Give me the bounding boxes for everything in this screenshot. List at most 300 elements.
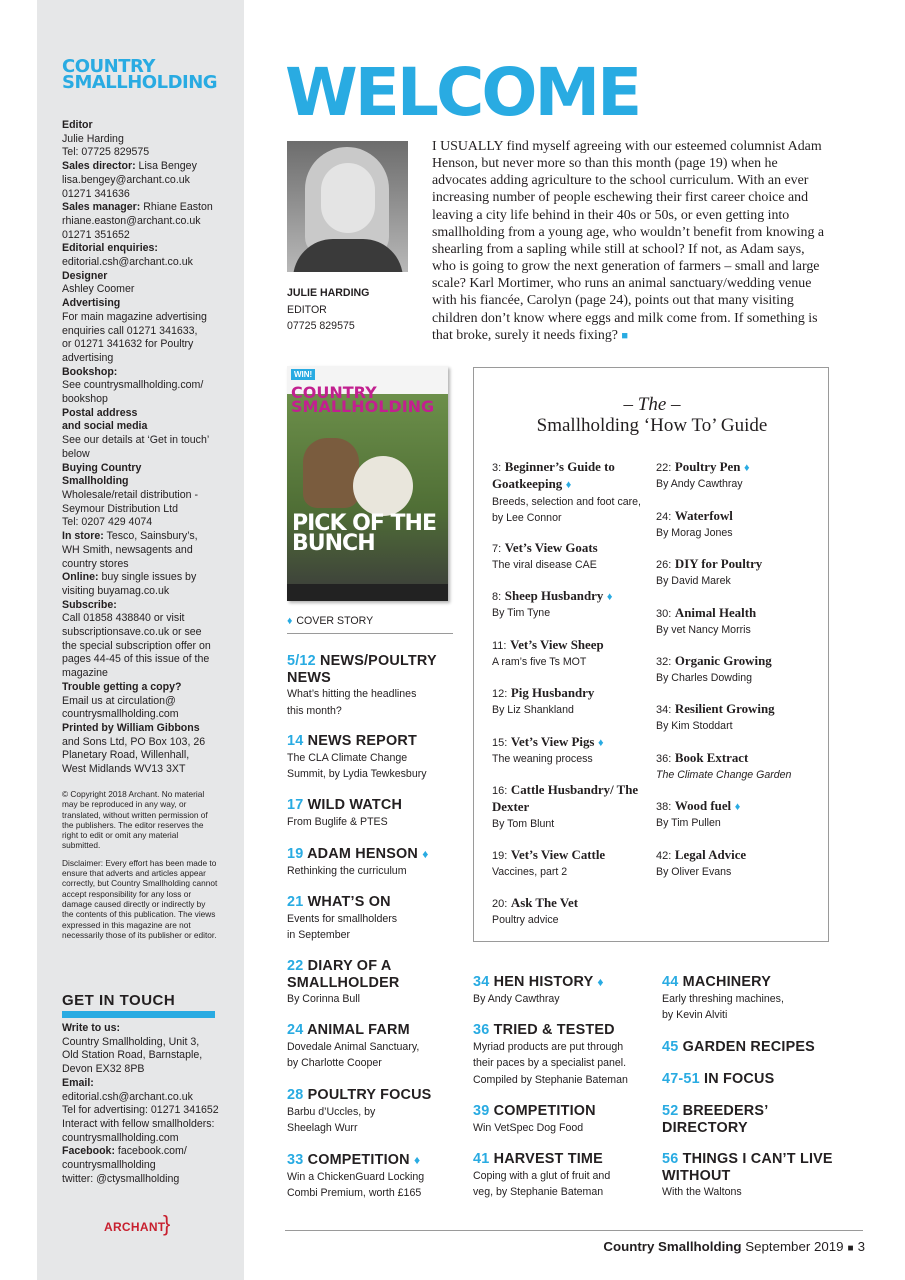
contents-item-description: With the Waltons xyxy=(662,1186,742,1198)
detail-line: 01271 351652 xyxy=(62,228,130,241)
page-number: 19: xyxy=(492,850,508,862)
guide-item-title xyxy=(492,459,652,494)
diamond-icon: ♦ xyxy=(287,615,293,627)
page-number: 19 xyxy=(287,846,304,862)
guide-item[interactable] xyxy=(492,782,652,832)
guide-title-text: Vet’s View Goats xyxy=(504,541,598,555)
guide-item[interactable] xyxy=(656,508,816,542)
guide-item-description: By Tim Pullen xyxy=(656,817,721,830)
page-number: 7: xyxy=(492,543,502,555)
detail-line: Call 01858 438840 or visit xyxy=(62,612,185,625)
contents-item-title xyxy=(287,733,457,750)
guide-title-text: Legal Advice xyxy=(674,848,747,862)
contents-item[interactable] xyxy=(473,1022,653,1088)
cover-win-badge: WIN! xyxy=(291,369,315,380)
detail-line: Tel for advertising: 01271 341652 xyxy=(62,1104,219,1117)
editor-role: EDITOR xyxy=(287,303,327,316)
detail-line: Tel: 07725 829575 xyxy=(62,146,150,159)
guide-title: Smallholding ‘How To’ Guide xyxy=(536,415,768,436)
guide-item[interactable] xyxy=(492,895,652,929)
guide-item[interactable] xyxy=(656,605,816,639)
guide-item[interactable] xyxy=(656,653,816,687)
contents-item[interactable] xyxy=(662,974,842,1024)
guide-title-text: DIY for Poultry xyxy=(674,557,763,571)
guide-item-title xyxy=(492,847,652,864)
masthead-heading xyxy=(62,242,238,256)
contents-item[interactable] xyxy=(662,1103,842,1136)
masthead xyxy=(62,119,238,777)
masthead-heading xyxy=(62,407,238,421)
disclaimer: Disclaimer: Every effort has been made to ensure that adverts and articles appear correctly, but Country Smallholding cannot accept responsibility for any loss or damage caused directly or indirectly by the contents of this publication. The views expressed in this magazine are not necessarily those of its publisher or editor. xyxy=(62,857,218,940)
page-number: 3 xyxy=(857,1239,865,1254)
contents-item-description: Coping with a glut of fruit and xyxy=(473,1169,611,1182)
guide-item[interactable] xyxy=(656,798,816,832)
guide-title-text: Poultry Pen xyxy=(674,460,741,474)
inline-text: Tesco, Sainsbury’s, xyxy=(103,530,198,543)
contents-item[interactable] xyxy=(662,1071,842,1088)
detail-line: pages 44-45 of this issue of the xyxy=(62,653,210,666)
detail-line: Wholesale/retail distribution - xyxy=(62,488,199,501)
contents-title-text: TRIED & TESTED xyxy=(493,1022,615,1038)
detail-line: or 01271 341632 for Poultry xyxy=(62,338,194,351)
guide-item[interactable] xyxy=(492,685,652,719)
contents-item[interactable] xyxy=(662,1039,842,1056)
contents-item-description: Compiled by Stephanie Bateman xyxy=(473,1073,628,1086)
contents-item[interactable] xyxy=(662,1151,842,1201)
diamond-icon: ♦ xyxy=(422,847,429,861)
footer-rule xyxy=(285,1230,863,1231)
guide-item[interactable] xyxy=(656,750,816,784)
contents-item-description: By Corinna Bull xyxy=(287,993,361,1005)
heading-text: Advertising xyxy=(62,297,121,310)
contents-item[interactable] xyxy=(287,958,457,1008)
contents-item-title xyxy=(287,846,457,863)
heading-line-2: and social media xyxy=(62,420,148,433)
contents-item-description: What’s hitting the headlines xyxy=(287,688,417,700)
contents-item-description: Early threshing machines, xyxy=(662,992,784,1005)
contents-item-description: Myriad products are put through xyxy=(473,1040,624,1053)
contents-title-text: DIARY OF A SMALLHOLDER xyxy=(287,958,400,991)
contents-title-text: WHAT’S ON xyxy=(307,894,391,910)
detail-line: the special subscription offer on xyxy=(62,639,211,652)
heading-text: Write to us: xyxy=(62,1022,121,1034)
contents-item-title xyxy=(662,974,842,991)
guide-item-title xyxy=(492,734,652,751)
contents-item-description: Dovedale Animal Sanctuary, xyxy=(287,1040,420,1053)
heading-text: Buying Country xyxy=(62,461,142,474)
contents-item[interactable] xyxy=(287,894,457,944)
page-number: 24: xyxy=(656,511,672,523)
page-number: 26: xyxy=(656,559,672,571)
guide-item-description: By Andy Cawthray xyxy=(656,478,743,491)
guide-item[interactable] xyxy=(656,459,816,493)
guide-title-text: Book Extract xyxy=(674,751,749,765)
detail-line: advertising xyxy=(62,351,114,364)
contents-item-title xyxy=(287,1022,457,1039)
contents-item-description: Events for smallholders xyxy=(287,912,398,925)
contents-item-description: in September xyxy=(287,929,351,941)
contents-item-description: this month? xyxy=(287,704,342,717)
contents-item-title xyxy=(662,1103,842,1136)
masthead-heading xyxy=(62,462,238,476)
page-number: 36: xyxy=(656,753,672,765)
end-mark-icon: ■ xyxy=(621,329,629,342)
guide-item[interactable] xyxy=(492,459,652,526)
heading-text: Subscribe: xyxy=(62,598,117,611)
guide-item[interactable] xyxy=(492,540,652,574)
page-number: 38: xyxy=(656,801,672,813)
guide-item-description: The viral disease CAE xyxy=(492,559,597,572)
editor-photo xyxy=(287,141,408,272)
contents-item-description: Barbu d’Uccles, by xyxy=(287,1105,376,1118)
contents-item-title xyxy=(473,974,653,991)
page-number: 36 xyxy=(473,1022,490,1038)
detail-line: subscriptionsave.co.uk or see xyxy=(62,626,202,639)
page-number: 33 xyxy=(287,1152,304,1168)
smallprint xyxy=(62,789,218,947)
get_in_touch-blocks-heading xyxy=(62,1077,238,1091)
page-footer xyxy=(603,1239,865,1254)
detail-line: Ashley Coomer xyxy=(62,283,135,296)
guide-item-description: Breeds, selection and foot care, by Lee Connor xyxy=(492,495,641,524)
contents-item[interactable] xyxy=(287,733,457,783)
contents-item-description: From Buglife & PTES xyxy=(287,815,388,828)
contents-item-title xyxy=(287,797,457,814)
detail-line: 01271 341636 xyxy=(62,187,130,200)
guide-item[interactable] xyxy=(492,637,652,671)
detail-line: Old Station Road, Barnstaple, xyxy=(62,1049,203,1062)
contents-title-text: BREEDERS’ DIRECTORY xyxy=(662,1103,768,1136)
contents-item[interactable] xyxy=(473,1151,653,1201)
detail-line: country stores xyxy=(62,557,129,570)
contents-title-text: NEWS/POULTRY NEWS xyxy=(287,653,437,686)
page-number: 39 xyxy=(473,1103,490,1119)
detail-line: bookshop xyxy=(62,393,108,406)
guide-title-text: Vet’s View Pigs xyxy=(510,735,595,749)
cover-headline: PICK OF THE BUNCH xyxy=(292,511,436,556)
contents-item[interactable] xyxy=(287,1152,457,1202)
inline-text: facebook.com/ xyxy=(114,1145,187,1158)
masthead-heading xyxy=(62,366,238,380)
footer-square-icon: ■ xyxy=(847,1243,854,1254)
detail-line: editorial.csh@archant.co.uk xyxy=(62,256,193,269)
guide-item[interactable] xyxy=(656,556,816,590)
masthead-heading xyxy=(62,119,238,133)
cover-masthead: COUNTRY SMALLHOLDING xyxy=(291,383,435,416)
detail-line: editorial.csh@archant.co.uk xyxy=(62,1090,193,1103)
detail-line: countrysmallholding xyxy=(62,1159,156,1172)
cover-story-label: COVER STORY xyxy=(296,615,374,627)
guide-item-title xyxy=(656,508,816,525)
logo-line-2: SMALLHOLDING xyxy=(62,72,218,93)
page-title: WELCOME xyxy=(285,54,640,131)
guide-item-description: By Tim Tyne xyxy=(492,607,551,620)
get-in-touch-bar xyxy=(62,1011,215,1018)
editor-name: JULIE HARDING xyxy=(287,287,370,299)
contents-title-text: MACHINERY xyxy=(682,974,772,990)
guide-item-title xyxy=(492,637,652,654)
get-in-touch-heading: GET IN TOUCH xyxy=(62,992,176,1009)
heading-text: Facebook: xyxy=(62,1145,115,1158)
guide-item-title xyxy=(656,653,816,670)
guide-title-text: Animal Health xyxy=(674,606,757,620)
guide-item[interactable] xyxy=(656,701,816,735)
page-number: 52 xyxy=(662,1103,679,1119)
detail-line: See our details at ‘Get in touch’ xyxy=(62,434,210,447)
page-number: 30: xyxy=(656,608,672,620)
contact-details xyxy=(62,1022,238,1186)
contents-item-description: by Kevin Alviti xyxy=(662,1009,728,1021)
contents-item-title xyxy=(473,1103,653,1120)
editor-letter-text: I USUALLY find myself agreeing with our esteemed columnist Adam Henson, but never more so than this month (page 19) when he advocates adding agriculture to the school curriculum. With an ever increasing number of people eschewing their first career choice and leaving a city life behind in their 40s or 50s, or even getting into smallholding from a young age, who wouldn’t benefit from knowing a shearling from a sapling while still at school? If not, as Adam says, who is going to grow the next generation of farmers – small and large scale? Karl Mortimer, who runs an animal sanctuary/wedding venue with his fiancée, Carolyn (page 24), points out that many visiting children don’t know where eggs and milk come from. If something is that broke, surely it needs fixing? xyxy=(432,139,825,343)
page-number: 32: xyxy=(656,656,672,668)
detail-line: Devon EX32 8PB xyxy=(62,1063,145,1076)
detail-line: Julie Harding xyxy=(62,132,124,145)
guide-title-text: Sheep Husbandry xyxy=(504,589,604,603)
detail-line: lisa.bengey@archant.co.uk xyxy=(62,173,190,186)
masthead-heading xyxy=(62,270,238,284)
detail-line: countrysmallholding.com xyxy=(62,708,179,721)
diamond-icon: ♦ xyxy=(734,801,741,813)
heading-text: Designer xyxy=(62,269,108,282)
diamond-icon: ♦ xyxy=(565,479,572,492)
page-number: 42: xyxy=(656,850,672,862)
page-number: 8: xyxy=(492,591,502,603)
contents-title-text: COMPETITION xyxy=(307,1152,410,1168)
magazine-logo xyxy=(62,56,218,93)
get_in_touch-blocks-heading xyxy=(62,1022,238,1036)
contents-item-description: The CLA Climate Change xyxy=(287,751,408,764)
page-number: 44 xyxy=(662,974,679,990)
guide-item-description: The weaning process xyxy=(492,753,593,766)
guide-item-description: By David Marek xyxy=(656,575,731,588)
guide-title-text: Vet’s View Cattle xyxy=(510,848,606,862)
inline-text: buy single issues by xyxy=(98,571,197,584)
guide-item-description: By Morag Jones xyxy=(656,527,733,540)
get_in_touch-blocks-heading xyxy=(62,1145,238,1159)
page-number: 11: xyxy=(492,640,507,652)
contents-item[interactable] xyxy=(287,797,457,830)
guide-item-title xyxy=(656,750,816,767)
contents-title-text: POULTRY FOCUS xyxy=(307,1087,432,1103)
page-number: 21 xyxy=(287,894,304,910)
contents-item[interactable] xyxy=(287,1022,457,1072)
page-number: 24 xyxy=(287,1022,304,1038)
contents-item-description: Rethinking the curriculum xyxy=(287,864,407,877)
detail-line: See countrysmallholding.com/ xyxy=(62,379,204,392)
detail-line: enquiries call 01271 341633, xyxy=(62,324,198,337)
guide-item-title xyxy=(492,540,652,557)
detail-line: For main magazine advertising xyxy=(62,310,207,323)
guide-title-text: Resilient Growing xyxy=(674,702,775,716)
page-number: 41 xyxy=(473,1151,490,1167)
page-number: 28 xyxy=(287,1087,304,1103)
guide-title-text: Waterfowl xyxy=(674,509,733,523)
guide-item-description: By Tom Blunt xyxy=(492,817,555,830)
masthead-heading xyxy=(62,201,238,215)
contents-item-description: by Charlotte Cooper xyxy=(287,1057,382,1069)
contents-item[interactable] xyxy=(473,1103,653,1136)
guide-item-description: Poultry advice xyxy=(492,914,559,927)
contents-item-title xyxy=(473,1022,653,1039)
guide-item-title xyxy=(656,556,816,573)
contents-title-text: COMPETITION xyxy=(493,1103,596,1119)
page-number: 22: xyxy=(656,462,672,474)
guide-item-description: The Climate Change Garden xyxy=(656,769,792,782)
cover-image[interactable] xyxy=(287,366,448,601)
detail-line: Tel: 0207 429 4074 xyxy=(62,516,153,529)
guide-item-description: By Kim Stoddart xyxy=(656,720,733,733)
contents-item[interactable] xyxy=(287,846,457,879)
detail-line: Email us at circulation@ xyxy=(62,694,176,707)
editor-credit xyxy=(287,285,369,335)
heading-line-2: Smallholding xyxy=(62,475,129,488)
guide-item-description: By Liz Shankland xyxy=(492,704,574,717)
contents-title-text: WILD WATCH xyxy=(307,797,403,813)
detail-line: and Sons Ltd, PO Box 103, 26 xyxy=(62,735,206,748)
page-number: 16: xyxy=(492,785,508,797)
contents-item-title xyxy=(287,958,457,991)
how-to-guide-box xyxy=(473,367,829,942)
detail-line: twitter: @ctysmallholding xyxy=(62,1172,180,1185)
guide-item-title xyxy=(492,895,652,912)
cover-story-key xyxy=(287,615,373,627)
diamond-icon: ♦ xyxy=(597,975,604,989)
guide-title-text: Organic Growing xyxy=(674,654,772,668)
masthead-heading xyxy=(62,160,238,174)
masthead-heading xyxy=(62,681,238,695)
contents-item-title xyxy=(287,1152,457,1169)
contents-item-description: Summit, by Lydia Tewkesbury xyxy=(287,768,427,780)
heading-text: Bookshop: xyxy=(62,365,118,378)
contents-item-title xyxy=(662,1071,842,1088)
guide-item[interactable] xyxy=(492,847,652,881)
guide-item-title xyxy=(656,459,816,476)
contents-item-description: their paces by a specialist panel. xyxy=(473,1057,627,1069)
diamond-icon: ♦ xyxy=(744,462,750,474)
page-number: 17 xyxy=(287,797,304,813)
footer-date: September 2019 xyxy=(745,1239,844,1254)
guide-item[interactable] xyxy=(492,734,652,768)
editor-letter xyxy=(432,138,828,345)
guide-title-text: Ask The Vet xyxy=(510,896,578,910)
page-number: 14 xyxy=(287,733,304,749)
heading-text: Editor xyxy=(62,119,93,131)
guide-item[interactable] xyxy=(492,588,652,622)
contents-title-text: IN FOCUS xyxy=(704,1071,775,1087)
detail-line: magazine xyxy=(62,667,108,680)
contents-item-title xyxy=(662,1151,842,1184)
guide-item-description: By Charles Dowding xyxy=(656,672,752,685)
archant-logo-mark: } xyxy=(163,1211,171,1236)
contents-item-title xyxy=(473,1151,653,1168)
divider xyxy=(287,633,453,634)
guide-title-text: Pig Husbandry xyxy=(510,686,595,700)
heading-text: Editorial enquiries: xyxy=(62,242,158,255)
page-number: 22 xyxy=(287,958,304,974)
contents-item-description: By Andy Cawthray xyxy=(473,992,560,1005)
page-number: 12: xyxy=(492,688,508,700)
diamond-icon: ♦ xyxy=(413,1153,421,1167)
contents-title-text: THINGS I CAN’T LIVE WITHOUT xyxy=(662,1151,833,1184)
inline-text: Lisa Bengey xyxy=(135,160,197,173)
guide-item-description: Vaccines, part 2 xyxy=(492,866,568,879)
contents-item-title xyxy=(287,1087,457,1104)
detail-line: Planetary Road, Willenhall, xyxy=(62,749,190,762)
page-number: 56 xyxy=(662,1151,679,1167)
guide-item-title xyxy=(492,782,652,816)
guide-title-text: Wood fuel xyxy=(674,799,732,813)
guide-title-text: Cattle Husbandry/ The Dexter xyxy=(492,783,639,815)
heading-text: In store: xyxy=(62,530,104,543)
contents-title-text: HEN HISTORY xyxy=(493,974,594,990)
page-number: 34 xyxy=(473,974,490,990)
detail-line: WH Smith, newsagents and xyxy=(62,543,193,556)
heading-text: Sales manager: xyxy=(62,201,141,214)
detail-line: rhiane.easton@archant.co.uk xyxy=(62,214,201,227)
guide-title-text: Beginner’s Guide to Goatkeeping xyxy=(492,460,615,492)
guide-item-title xyxy=(492,685,652,702)
detail-line: countrysmallholding.com xyxy=(62,1131,179,1144)
guide-title-text: Vet’s View Sheep xyxy=(510,638,604,652)
copyright-notice: © Copyright 2018 Archant. No material may be reproduced in any way, or translated, without written permission of the publishers. The editor reserves the right to edit or omit any material submitted. xyxy=(62,789,208,851)
heading-text: Sales director: xyxy=(62,160,136,173)
guide-pre-title: – The – xyxy=(623,394,681,415)
page-number: 47-51 xyxy=(662,1071,700,1087)
page-number: 34: xyxy=(656,704,672,716)
page-number: 45 xyxy=(662,1039,679,1055)
contents-item[interactable] xyxy=(287,1087,457,1137)
guide-item-title xyxy=(492,588,652,605)
heading-text: Postal address xyxy=(62,406,138,419)
heading-text: Email: xyxy=(62,1076,94,1089)
contents-title-text: GARDEN RECIPES xyxy=(682,1039,815,1055)
page-number: 3: xyxy=(492,462,502,474)
guide-item-description: By vet Nancy Morris xyxy=(656,624,751,637)
masthead-heading xyxy=(62,530,238,544)
detail-line: Seymour Distribution Ltd xyxy=(62,502,178,515)
contents-title-text: ADAM HENSON xyxy=(307,846,419,862)
contents-item-title xyxy=(662,1039,842,1056)
detail-line: Interact with fellow smallholders: xyxy=(62,1117,215,1130)
contents-item[interactable] xyxy=(287,653,457,719)
guide-item-description: A ram’s five Ts MOT xyxy=(492,656,587,669)
contents-item[interactable] xyxy=(473,974,653,1007)
heading-text: Online: xyxy=(62,571,99,584)
contents-item-title xyxy=(287,653,457,686)
editor-phone: 07725 829575 xyxy=(287,320,355,332)
heading-text: Printed by William Gibbons xyxy=(62,721,200,734)
masthead-heading xyxy=(62,571,238,585)
page-number: 20: xyxy=(492,898,508,910)
guide-item-description: By Oliver Evans xyxy=(656,866,732,879)
guide-item-title xyxy=(656,847,816,864)
page-number: 15: xyxy=(492,737,508,749)
logo-line-1: COUNTRY xyxy=(62,56,155,77)
guide-item[interactable] xyxy=(656,847,816,881)
masthead-heading xyxy=(62,599,238,613)
detail-line: Country Smallholding, Unit 3, xyxy=(62,1035,200,1048)
guide-item-title xyxy=(656,798,816,815)
contents-item-description: Win a ChickenGuard Locking xyxy=(287,1170,425,1183)
inline-text: Rhiane Easton xyxy=(140,201,213,214)
contents-item-description: Sheelagh Wurr xyxy=(287,1122,358,1134)
contents-title-text: ANIMAL FARM xyxy=(307,1022,410,1038)
heading-text: Trouble getting a copy? xyxy=(62,680,182,693)
diamond-icon: ♦ xyxy=(598,737,604,749)
contents-title-text: NEWS REPORT xyxy=(307,733,417,749)
archant-logo: ARCHANT xyxy=(104,1220,166,1234)
